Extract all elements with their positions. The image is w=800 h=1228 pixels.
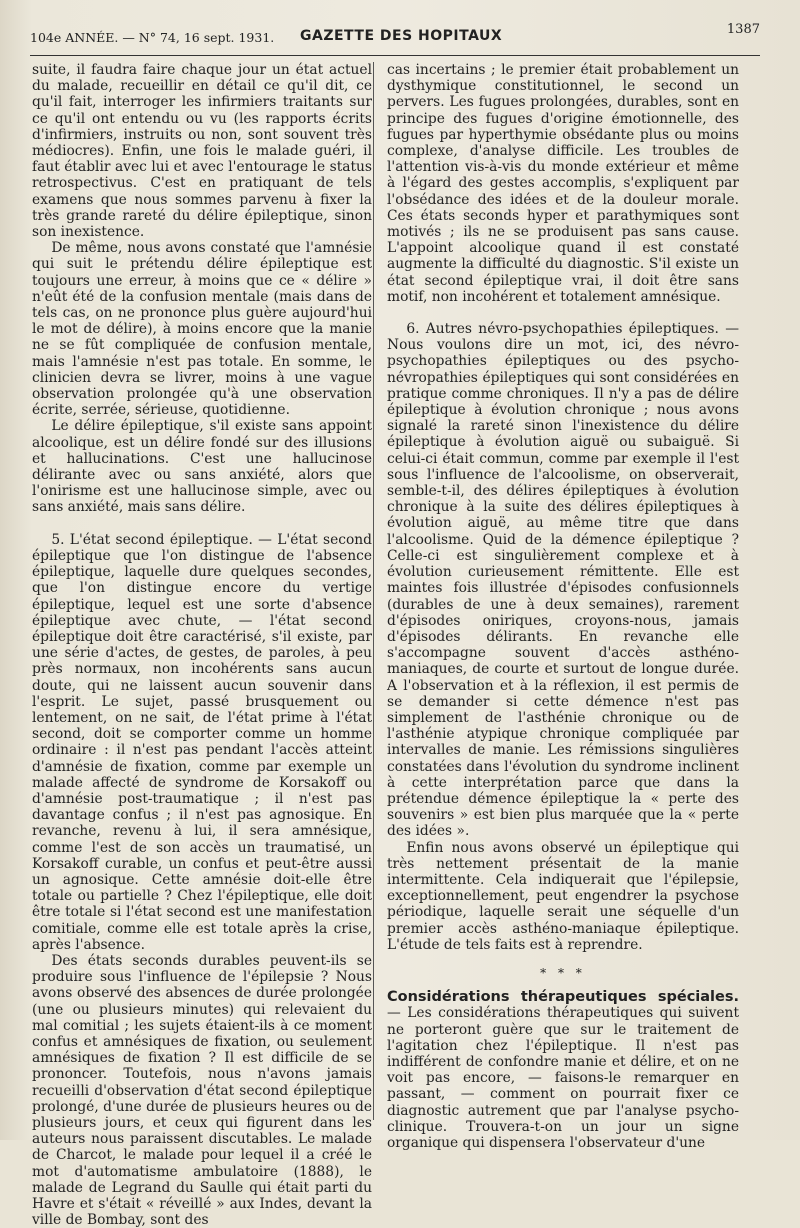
paragraph: Le délire épileptique, s'il existe sans appoint alcoolique, est un délire fondé sur des illusions et hallucinations. C'est une hallucinose délirante avec ou sans anxiété, alors que l'onirisme est une hallucinose simple, avec ou sans anxiété, mais sans délire.	[32, 418, 372, 516]
paragraph: suite, il faudra faire chaque jour un état actuel du malade, recueillir en détail ce qu'il dit, ce qu'il fait, interroger les infirmiers traitants sur ce qu'il ont entendu ou vu (les rapports écrits d'infirmiers, instruits ou non, sont souvent très médiocres). Enfin, une fois le malade guéri, il faut établir avec lui et avec l'entourage le status retrospectivus. C'est en pratiquant de tels examens que nous sommes parvenu à fixer la très grande rareté du délire épileptique, sinon son inexistence.	[32, 62, 372, 241]
issue-info: 104e ANNÉE. — N° 74, 16 sept. 1931.	[30, 30, 275, 45]
header-rule	[30, 55, 760, 56]
section-separator: * * *	[540, 965, 586, 980]
paragraph: cas incertains ; le premier était probablement un dysthymique constitutionnel, le second un pervers. Les fugues prolongées, durables, sont en principe des fugues d'origine émotionnelle, des fugues par hyperthymie obsédante plus ou moins complexe, d'analyse difficile. Les troubles de l'attention vis-à-vis du monde extérieur et même à l'égard des gestes accomplis, s'expliquent par l'obsédance des idées et de la douleur morale. Ces états seconds hyper et parathymiques sont motivés ; ils ne se produisent pas sans cause. L'appoint alcoolique quand il est constaté augmente la difficulté du diagnostic. S'il existe un état second épileptique vrai, il doit être sans motif, non incohérent et totalement amnésique.	[387, 62, 739, 305]
section-6-paragraph: 6. Autres névro-psychopathies épileptiques. — Nous voulons dire un mot, ici, des névro-psychopathies épileptiques ou des psycho-névropathies épileptiques qui sont considérées en pratique comme chroniques. Il n'y a pas de délire épileptique à évolution chronique ; nous avons signalé la rareté sinon l'inexistence du délire épileptique à évolution aiguë ou subaiguë. Si celui-ci était commun, comme par exemple il l'est sous l'influence de l'alcoolisme, on observerait, semble-t-il, des délires épileptiques à évolution chronique à la suite des délires épileptiques à évolution aiguë, au même titre que dans l'alcoolisme. Quid de la démence épileptique ? Celle-ci est singulièrement complexe et à évolution curieusement rémittente. Elle est maintes fois illustrée d'épisodes confusionnels (durables de une à deux semaines), rarement d'épisodes oniriques, croyons-nous, jamais d'épisodes délirants. En revanche elle s'accompagne souvent d'accès asthéno-maniaques, de courte et surtout de longue durée. A l'observation et à la réflexion, il est permis de se demander si cette démence n'est pas simplement de l'asthénie chronique ou de l'asthénie atypique chronique compliquée par intervalles de manie. Les rémissions singulières constatées dans l'évolution du syndrome inclinent à cette interprétation parce que dans la prétendue démence épileptique la « perte des souvenirs » est bien plus marquée que la « perte des idées ».	[387, 321, 739, 840]
paragraph: Des états seconds durables peuvent-ils se produire sous l'influence de l'épilepsie ? Nous avons observé des absences de durée prolongée (une ou plusieurs minutes) qui relevaient du mal comitial ; les sujets étaient-ils à ce moment confus et amnésiques de fixation, ou seulement amnésiques de fixation ? Il est difficile de se prononcer. Toutefois, nous n'avons jamais recueilli d'observation d'état second épileptique prolongé, d'une durée de plusieurs heures ou de plusieurs jours, et ceux qui figurent dans les auteurs nous paraissent discutables. Le malade de Charcot, le malade pour lequel il a créé le mot d'automatisme ambulatoire (1888), le malade de Legrand du Saulle qui était parti du Havre et s'était « réveillé » aux Indes, devant la ville de Bombay, sont des	[32, 952, 372, 1228]
page-header	[30, 22, 760, 48]
section-5-paragraph: 5. L'état second épileptique. — L'état second épileptique que l'on distingue de l'absence épileptique, laquelle dure quelques secondes, que l'on distingue encore du vertige épileptique, lequel est une sorte d'absence épileptique avec chute, — l'état second épileptique doit être caractérisé, s'il existe, par une série d'actes, de gestes, de paroles, à peu près normaux, non incohérents sans aucun doute, qui ne laissent aucun souvenir dans l'esprit. Le sujet, passé brusquement ou lentement, on ne sait, de l'état prime à l'état second, doit se comporter comme un homme ordinaire : il n'est pas pendant l'accès atteint d'amnésie de fixation, comme par exemple un malade affecté de syndrome de Korsakoff ou d'amnésie post-traumatique ; il n'est pas davantage confus ; il n'est pas agnosique. En revanche, revenu à lui, il sera amnésique, comme l'est de son accès un traumatisé, un Korsakoff curable, un confus et peut-être aussi un agnosique. Cette amnésie doit-elle être totale ou partielle ? Chez l'épileptique, elle doit être totale si l'état second est une manifestation comitiale, comme elle est totale après la crise, après l'absence.	[32, 531, 372, 953]
section-heading: Considérations thérapeutiques spéciales.	[387, 989, 739, 1006]
column-divider	[373, 62, 374, 1120]
paragraph: — Les considérations thérapeutiques qui suivent ne porteront guère que sur le traitement de l'agitation chez l'épileptique. Il n'est pas indifférent de confondre manie et délire, et on ne voit pas encore, — faisons-le remarquer en passant, — comment on pourrait fixer ce diagnostic autrement que par l'analyse psycho-clinique. Trouvera-t-on un jour un signe organique qui dispensera l'observateur d'une	[387, 1005, 739, 1151]
journal-title: GAZETTE DES HOPITAUX	[300, 28, 503, 44]
paragraph: De même, nous avons constaté que l'amnésie qui suit le prétendu délire épileptique est toujours une erreur, à moins que ce « délire » n'eût été de la confusion mentale (mais dans de tels cas, on ne prononce plus guère aujourd'hui le mot de délire), à moins encore que la manie ne se fût compliquée de confusion mentale, mais l'amnésie n'est pas totale. En somme, le clinicien devra se livrer, moins à une vague observation prolongée qu'à une observation écrite, serrée, sérieuse, quotidienne.	[32, 240, 372, 419]
paragraph: Enfin nous avons observé un épileptique qui très nettement présentait de la manie intermittente. Cela indiquerait que l'épilepsie, exceptionnellement, peut engendrer la psychose périodique, laquelle serait une séquelle d'un premier accès asthéno-maniaque épileptique. L'étude de tels faits est à reprendre.	[387, 839, 739, 953]
right-column	[387, 62, 739, 1151]
left-column	[32, 62, 372, 1228]
page-number: 1387	[726, 22, 760, 37]
